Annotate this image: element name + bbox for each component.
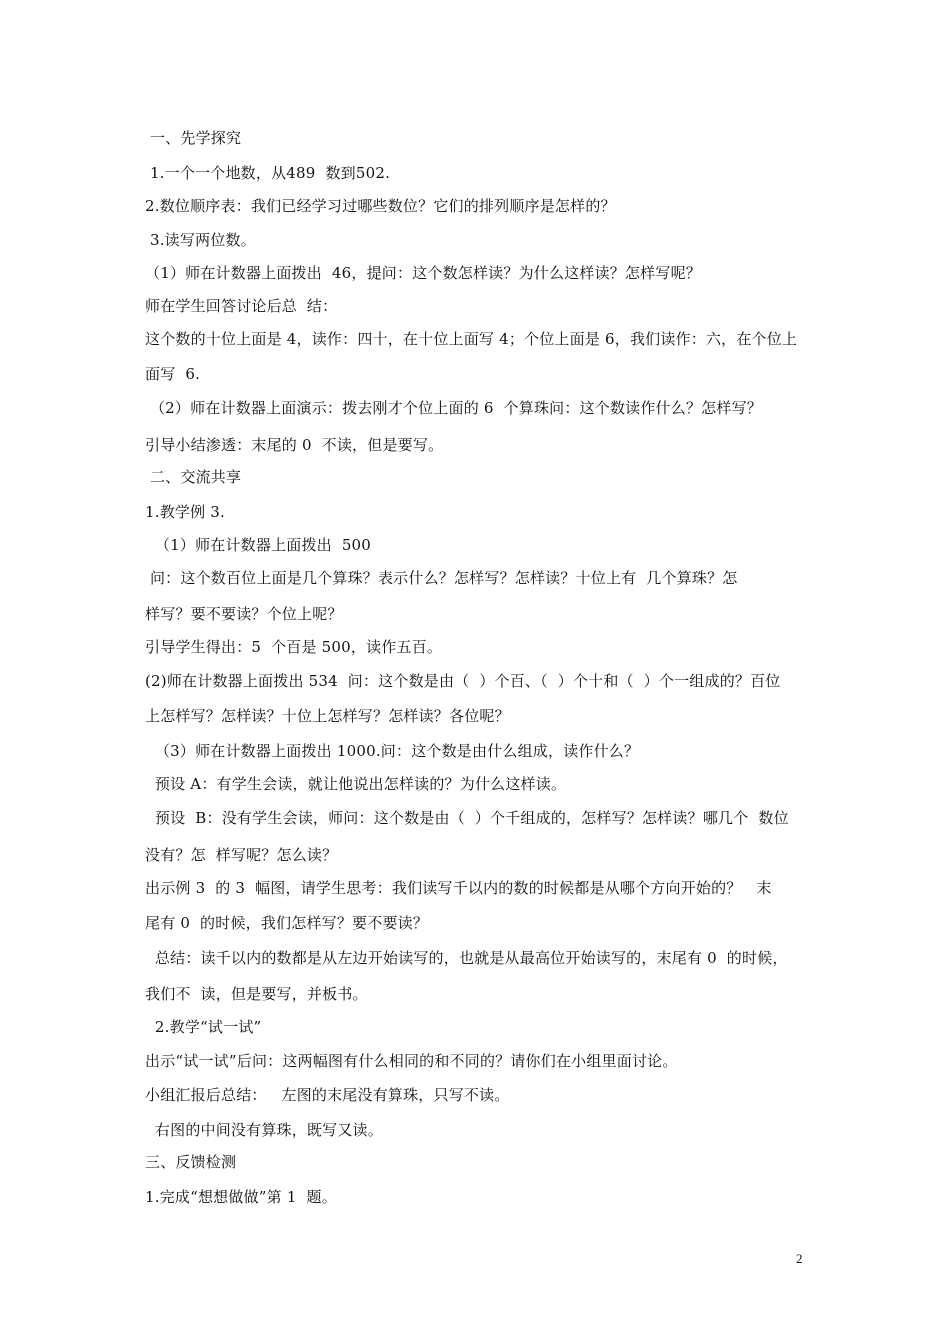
- text-line: （1）师在计数器上面拨出 500: [145, 536, 372, 554]
- text-line: 上怎样写？怎样读？十位上怎样写？怎样读？各位呢？: [145, 707, 510, 725]
- section-heading-2: 二、交流共享: [145, 468, 242, 486]
- text-line: 师在学生回答讨论后总 结：: [145, 297, 338, 315]
- text-line: 引导小结渗透：末尾的 0 不读，但是要写。: [145, 436, 444, 454]
- text-line: 出示例 3 的 3 幅图，请学生思考：我们读写千以内的数的时候都是从哪个方向开始的？ 末: [145, 879, 772, 897]
- text-line: 没有？怎 样写呢？怎么读？: [145, 846, 338, 864]
- text-line: （3）师在计数器上面拨出 1000.问：这个数是由什么组成，读作什么？: [145, 742, 640, 760]
- text-line: 预设 A：有学生会读，就让他说出怎样读的？为什么这样读。: [145, 775, 567, 793]
- text-line: 1.完成“想想做做”第 1 题。: [145, 1188, 337, 1206]
- text-line: 面写 6.: [145, 365, 201, 383]
- text-line: 问：这个数百位上面是几个算珠？表示什么？怎样写？怎样读？十位上有 几个算珠？怎: [145, 569, 738, 587]
- text-line: 2.教学“试一试”: [145, 1018, 262, 1036]
- page-number: 2: [796, 1251, 803, 1266]
- text-line: 预设 B：没有学生会读，师问：这个数是由（ ）个千组成的，怎样写？怎样读？哪几个 数位: [145, 809, 789, 827]
- text-line: 右图的中间没有算珠，既写又读。: [145, 1121, 383, 1139]
- text-line: 我们不 读，但是要写，并板书。: [145, 985, 368, 1003]
- text-line: 总结：读千以内的数都是从左边开始读写的，也就是从最高位开始读写的，末尾有 0 的时候，: [145, 949, 788, 967]
- section-heading-3: 三、反馈检测: [145, 1153, 237, 1171]
- text-line: 样写？要不要读？个位上呢？: [145, 605, 343, 623]
- text-line: 尾有 0 的时候，我们怎样写？要不要读？: [145, 914, 429, 932]
- text-line: 这个数的十位上面是 4，读作：四十，在十位上面写 4；个位上面是 6，我们读作：六，在个位上: [145, 330, 798, 348]
- text-line: 小组汇报后总结： 左图的末尾没有算珠，只写不读。: [145, 1086, 510, 1104]
- text-line: 出示“试一试”后问：这两幅图有什么相同的和不同的？请你们在小组里面讨论。: [145, 1052, 678, 1070]
- text-line: 引导学生得出：5 个百是 500，读作五百。: [145, 638, 443, 656]
- text-line: （2）师在计数器上面演示：拨去刚才个位上面的 6 个算珠问：这个数读作什么？怎样写？: [145, 399, 762, 417]
- section-heading-1: 一、先学探究: [145, 129, 242, 147]
- text-line: 3.读写两位数。: [145, 231, 256, 249]
- text-line: 1.一个一个地数，从489 数到502.: [145, 164, 391, 182]
- text-line: 1.教学例 3.: [145, 503, 225, 521]
- text-line: (2)师在计数器上面拨出 534 问：这个数是由（ ）个百、（ ）个十和（ ）个一组成的？百位: [145, 672, 781, 690]
- text-line: 2.数位顺序表：我们已经学习过哪些数位？它们的排列顺序是怎样的？: [145, 197, 616, 215]
- text-line: （1）师在计数器上面拨出 46，提问：这个数怎样读？为什么这样读？怎样写呢？: [145, 264, 701, 282]
